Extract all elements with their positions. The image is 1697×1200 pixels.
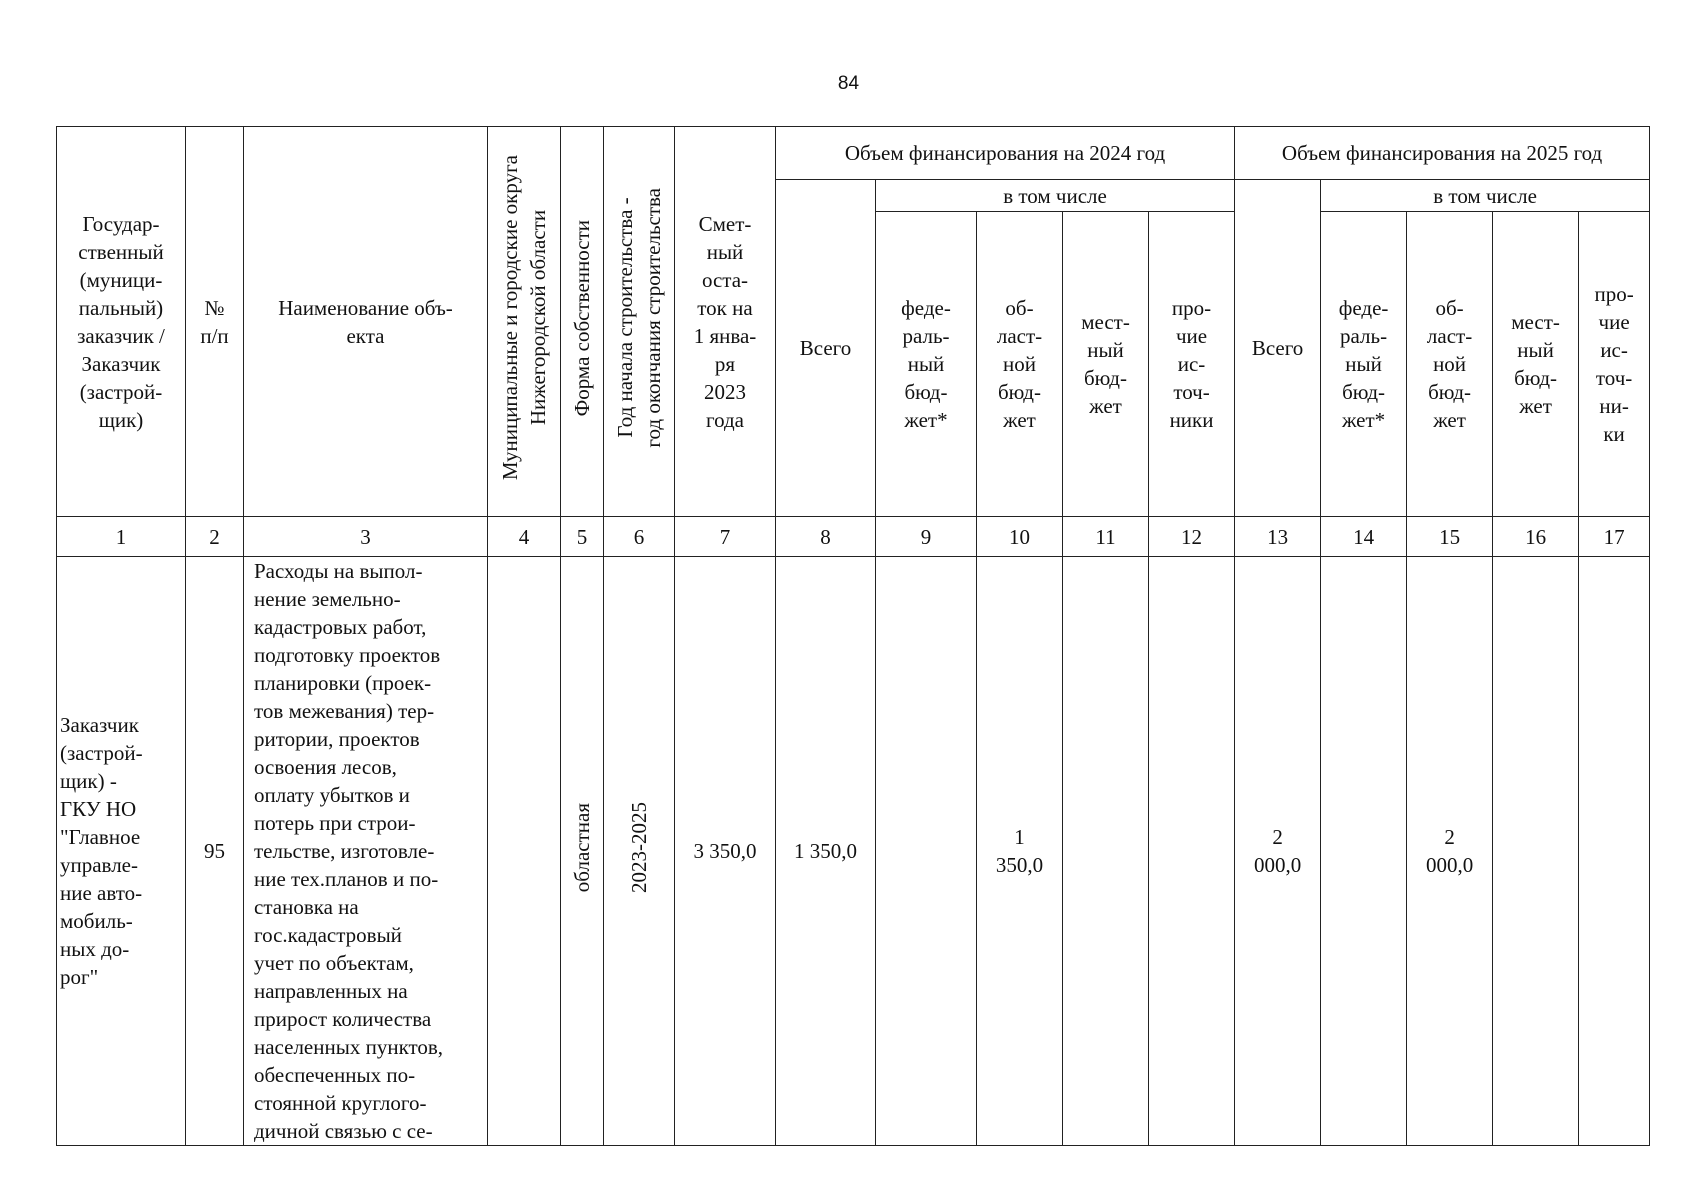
header-funding-2025: Объем финансирования на 2025 год: [1235, 127, 1650, 180]
header-districts: Муниципальные и городские округа Нижегородской области: [498, 155, 550, 481]
row-total-2025: 2 000,0: [1235, 557, 1321, 1146]
column-number: 13: [1235, 517, 1321, 557]
column-number: 14: [1321, 517, 1407, 557]
column-number: 9: [876, 517, 977, 557]
column-number: 6: [604, 517, 675, 557]
column-number: 4: [488, 517, 561, 557]
header-federal-2024: феде- раль- ный бюд- жет*: [876, 212, 977, 517]
page-number: 84: [837, 73, 860, 94]
header-regional-2025: об- ласт- ной бюд- жет: [1407, 212, 1493, 517]
column-number: 3: [244, 517, 488, 557]
header-total-2025: Всего: [1235, 180, 1321, 517]
row-years-cell: [604, 557, 675, 1146]
row-ownership-cell: [561, 557, 604, 1146]
row-federal-2024: [876, 557, 977, 1146]
header-local-2024: мест- ный бюд- жет: [1063, 212, 1149, 517]
header-regional-2024: об- ласт- ной бюд- жет: [977, 212, 1063, 517]
row-district: [488, 557, 561, 1146]
header-federal-2025: феде- раль- ный бюд- жет*: [1321, 212, 1407, 517]
header-local-2025: мест- ный бюд- жет: [1493, 212, 1579, 517]
header-districts-cell: [488, 127, 561, 517]
row-regional-2024: 1 350,0: [977, 557, 1063, 1146]
financing-table: [56, 126, 1650, 1146]
header-row-1: [57, 127, 1650, 180]
column-number: 5: [561, 517, 604, 557]
row-number: 95: [186, 557, 244, 1146]
header-other-2025: про- чие ис- точ- ни- ки: [1579, 212, 1650, 517]
row-ownership: областная: [570, 802, 594, 893]
row-total-2024: 1 350,0: [776, 557, 876, 1146]
column-number: 11: [1063, 517, 1149, 557]
column-numbers-row: [57, 517, 1650, 557]
row-other-2024: [1149, 557, 1235, 1146]
header-ownership-cell: [561, 127, 604, 517]
header-years: Год начала строительства - год окончания строительства: [613, 188, 665, 448]
row-estimated-remainder: 3 350,0: [675, 557, 776, 1146]
header-funding-2024: Объем финансирования на 2024 год: [776, 127, 1235, 180]
column-number: 10: [977, 517, 1063, 557]
header-estimated-remainder: Смет- ный оста- ток на 1 янва- ря 2023 года: [675, 127, 776, 517]
header-number: № п/п: [186, 127, 244, 517]
column-number: 16: [1493, 517, 1579, 557]
header-total-2024: Всего: [776, 180, 876, 517]
header-ownership: Форма собственности: [570, 219, 594, 417]
column-number: 8: [776, 517, 876, 557]
header-object-name: Наименование объ- екта: [244, 127, 488, 517]
row-other-2025: [1579, 557, 1650, 1146]
row-federal-2025: [1321, 557, 1407, 1146]
column-number: 12: [1149, 517, 1235, 557]
header-including-2024: в том числе: [876, 180, 1235, 212]
column-number: 2: [186, 517, 244, 557]
row-local-2024: [1063, 557, 1149, 1146]
table-row: [57, 557, 1650, 1146]
column-number: 17: [1579, 517, 1650, 557]
row-years: 2023-2025: [627, 802, 651, 893]
header-other-2024: про- чие ис- точ- ники: [1149, 212, 1235, 517]
header-customer: Государ- ственный (муници- пальный) заказчик / Заказчик (застрой- щик): [57, 127, 186, 517]
header-years-cell: [604, 127, 675, 517]
row-customer: Заказчик (застрой- щик) - ГКУ НО "Главное управле- ние авто- мобиль- ных до- рог": [57, 557, 186, 1146]
row-regional-2025: 2 000,0: [1407, 557, 1493, 1146]
column-number: 1: [57, 517, 186, 557]
row-object-name: Расходы на выпол- нение земельно- кадастровых работ, подготовку проектов планировки (проек- тов межевания) тер- ритории, проектов освоения лесов, оплату убытков и потерь при строи- тельстве, изготовле- ние тех.планов и по- становка на гос.кадастровый учет по объектам, направленных на прирост количества населенных пунктов, обеспеченных по- стоянной круглого- дичной связью с се-: [244, 557, 488, 1146]
column-number: 7: [675, 517, 776, 557]
header-including-2025: в том числе: [1321, 180, 1650, 212]
column-number: 15: [1407, 517, 1493, 557]
row-local-2025: [1493, 557, 1579, 1146]
